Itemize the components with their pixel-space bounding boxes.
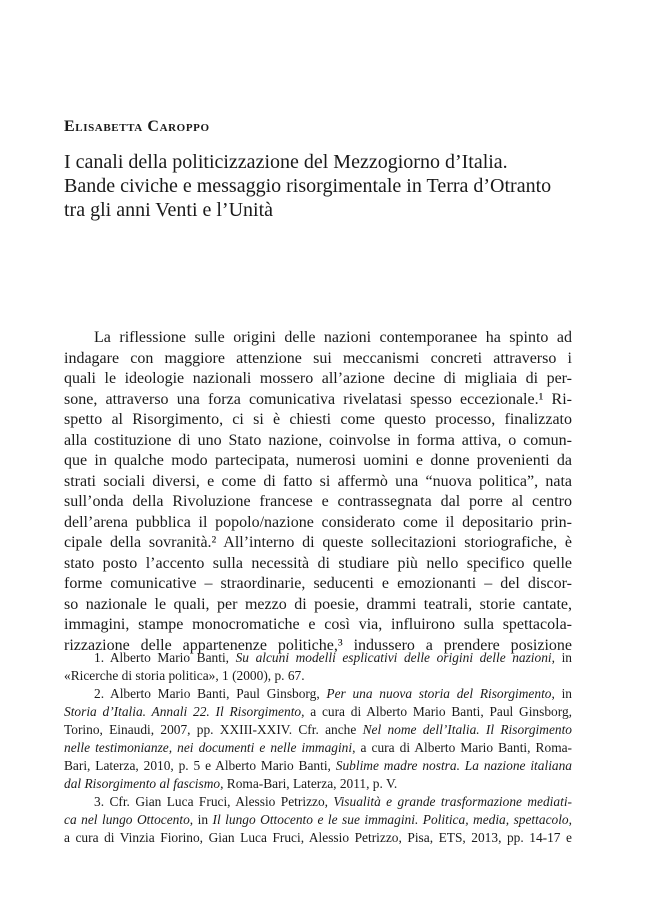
footnote-text: , Roma-Bari, Laterza, 2011, p. V.	[220, 776, 398, 791]
body-line: indagare con maggiore attenzione sui meccanismi concreti attraverso i	[64, 349, 572, 367]
footnote-text: , in	[189, 812, 213, 827]
footnote-text: Torino, Einaudi, 2007, pp. XXIII-XXIV. Cfr. anche	[64, 722, 363, 737]
footnote-3-line	[64, 829, 572, 847]
title-line: I canali della politicizzazione del Mezzogiorno d’Italia.	[64, 151, 508, 173]
body-line: forme comunicative – straordinarie, seducenti e emozionanti – del discor-	[64, 575, 572, 592]
footnote-italic: dal Risorgimento al fascismo	[64, 776, 221, 791]
body-line: dell’arena pubblica il popolo/nazione considerato come il depositario prin-	[64, 513, 572, 531]
footnote-1-line	[64, 667, 572, 685]
footnote-3-line	[64, 793, 572, 811]
footnote-2-line	[64, 703, 572, 721]
body-line: La riflessione sulle origini delle nazioni contemporanee ha spinto ad	[94, 329, 572, 346]
footnote-text: 3. Cfr. Gian Luca Fruci, Alessio Petrizzo,	[94, 794, 334, 809]
body-line: alla costituzione di uno Stato nazione, coinvolse in forma attiva, o comun-	[64, 431, 572, 449]
footnote-italic: Il lungo Ottocento e le sue immagini. Politica, media, spettacolo	[212, 812, 569, 827]
footnote-2-line	[64, 757, 572, 775]
footnote-text: «Ricerche di storia politica», 1 (2000), p. 67.	[64, 668, 305, 683]
chapter-title	[64, 150, 584, 222]
body-line: sull’onda della Rivoluzione francese e contrassegnata dal porre al centro	[64, 493, 572, 510]
footnote-italic: ca nel lungo Ottocento	[64, 812, 190, 827]
footnote-text: 1. Alberto Mario Banti,	[94, 650, 236, 665]
body-line: cipale della sovranità.² All’interno di queste sollecitazioni storiografiche, è	[64, 534, 572, 551]
footnote-text: 2. Alberto Mario Banti, Paul Ginsborg,	[94, 686, 327, 701]
footnote-2-line	[64, 685, 572, 703]
footnote-italic: Storia d’Italia. Annali 22. Il Risorgimento	[64, 704, 302, 719]
footnote-text: a cura di Vinzia Fiorino, Gian Luca Fruci, Alessio Petrizzo, Pisa, ETS, 2013, pp. 14-17 e	[64, 830, 572, 845]
body-line: immagini, stampe monocromatiche e così via, influirono sulla spettacola-	[64, 616, 572, 633]
body-line: stato posto l’accento sulla necessità di studiare più nello specifico quelle	[64, 554, 572, 572]
title-line: tra gli anni Venti e l’Unità	[64, 199, 274, 221]
footnote-text: , in	[551, 686, 572, 701]
footnote-text: Bari, Laterza, 2010, p. 5 e Alberto Mario Banti,	[64, 758, 336, 773]
body-line: rizzazione delle appartenenze politiche,³ indussero a prendere posizione	[64, 636, 572, 654]
footnote-1-line	[64, 649, 572, 667]
footnote-2-line	[64, 775, 572, 793]
body-line: spetto al Risorgimento, ci si è chiesti come questo processo, finalizzato	[64, 411, 572, 428]
footnote-3-line	[64, 811, 572, 829]
footnote-text: ,	[568, 812, 572, 827]
body-line: strati sociali diversi, e come di fatto si affermò una “nuova politica”, nata	[64, 472, 572, 490]
footnote-text: , a cura di Alberto Mario Banti, Roma-	[352, 740, 573, 755]
footnote-2-line	[64, 721, 572, 739]
footnote-italic: Per una nuova storia del Risorgimento	[326, 686, 552, 701]
body-line: que in qualche modo partecipata, numerosi uomini e donne provenienti da	[64, 452, 572, 469]
body-line: sone, attraverso una forza comunicativa rivelatasi spesso eccezionale.¹ Ri-	[64, 390, 572, 408]
author-name: Elisabetta Caroppo	[64, 118, 210, 135]
footnote-italic: nelle testimonianze, nei documenti e nelle immagini	[64, 740, 353, 755]
footnote-italic: Nel nome dell’Italia. Il Risorgimento	[362, 722, 572, 737]
title-line: Bande civiche e messaggio risorgimentale in Terra d’Otranto	[64, 175, 552, 197]
body-paragraph	[64, 328, 572, 656]
footnote-italic: Sublime madre nostra. La nazione italiana	[335, 758, 573, 773]
footnote-text: , a cura di Alberto Mario Banti, Paul Ginsborg,	[301, 704, 572, 719]
footnotes	[64, 649, 572, 847]
body-line: quali le ideologie nazionali mossero all’azione decine di migliaia di per-	[64, 370, 572, 387]
body-line: so nazionale le quali, per mezzo di poesie, drammi teatrali, storie cantate,	[64, 595, 572, 613]
footnote-italic: Visualità e grande trasformazione mediati-	[333, 794, 572, 809]
footnote-2-line	[64, 739, 572, 757]
footnote-text: , in	[551, 650, 572, 665]
footnote-italic: Su alcuni modelli esplicativi delle origini delle nazioni	[235, 650, 552, 665]
